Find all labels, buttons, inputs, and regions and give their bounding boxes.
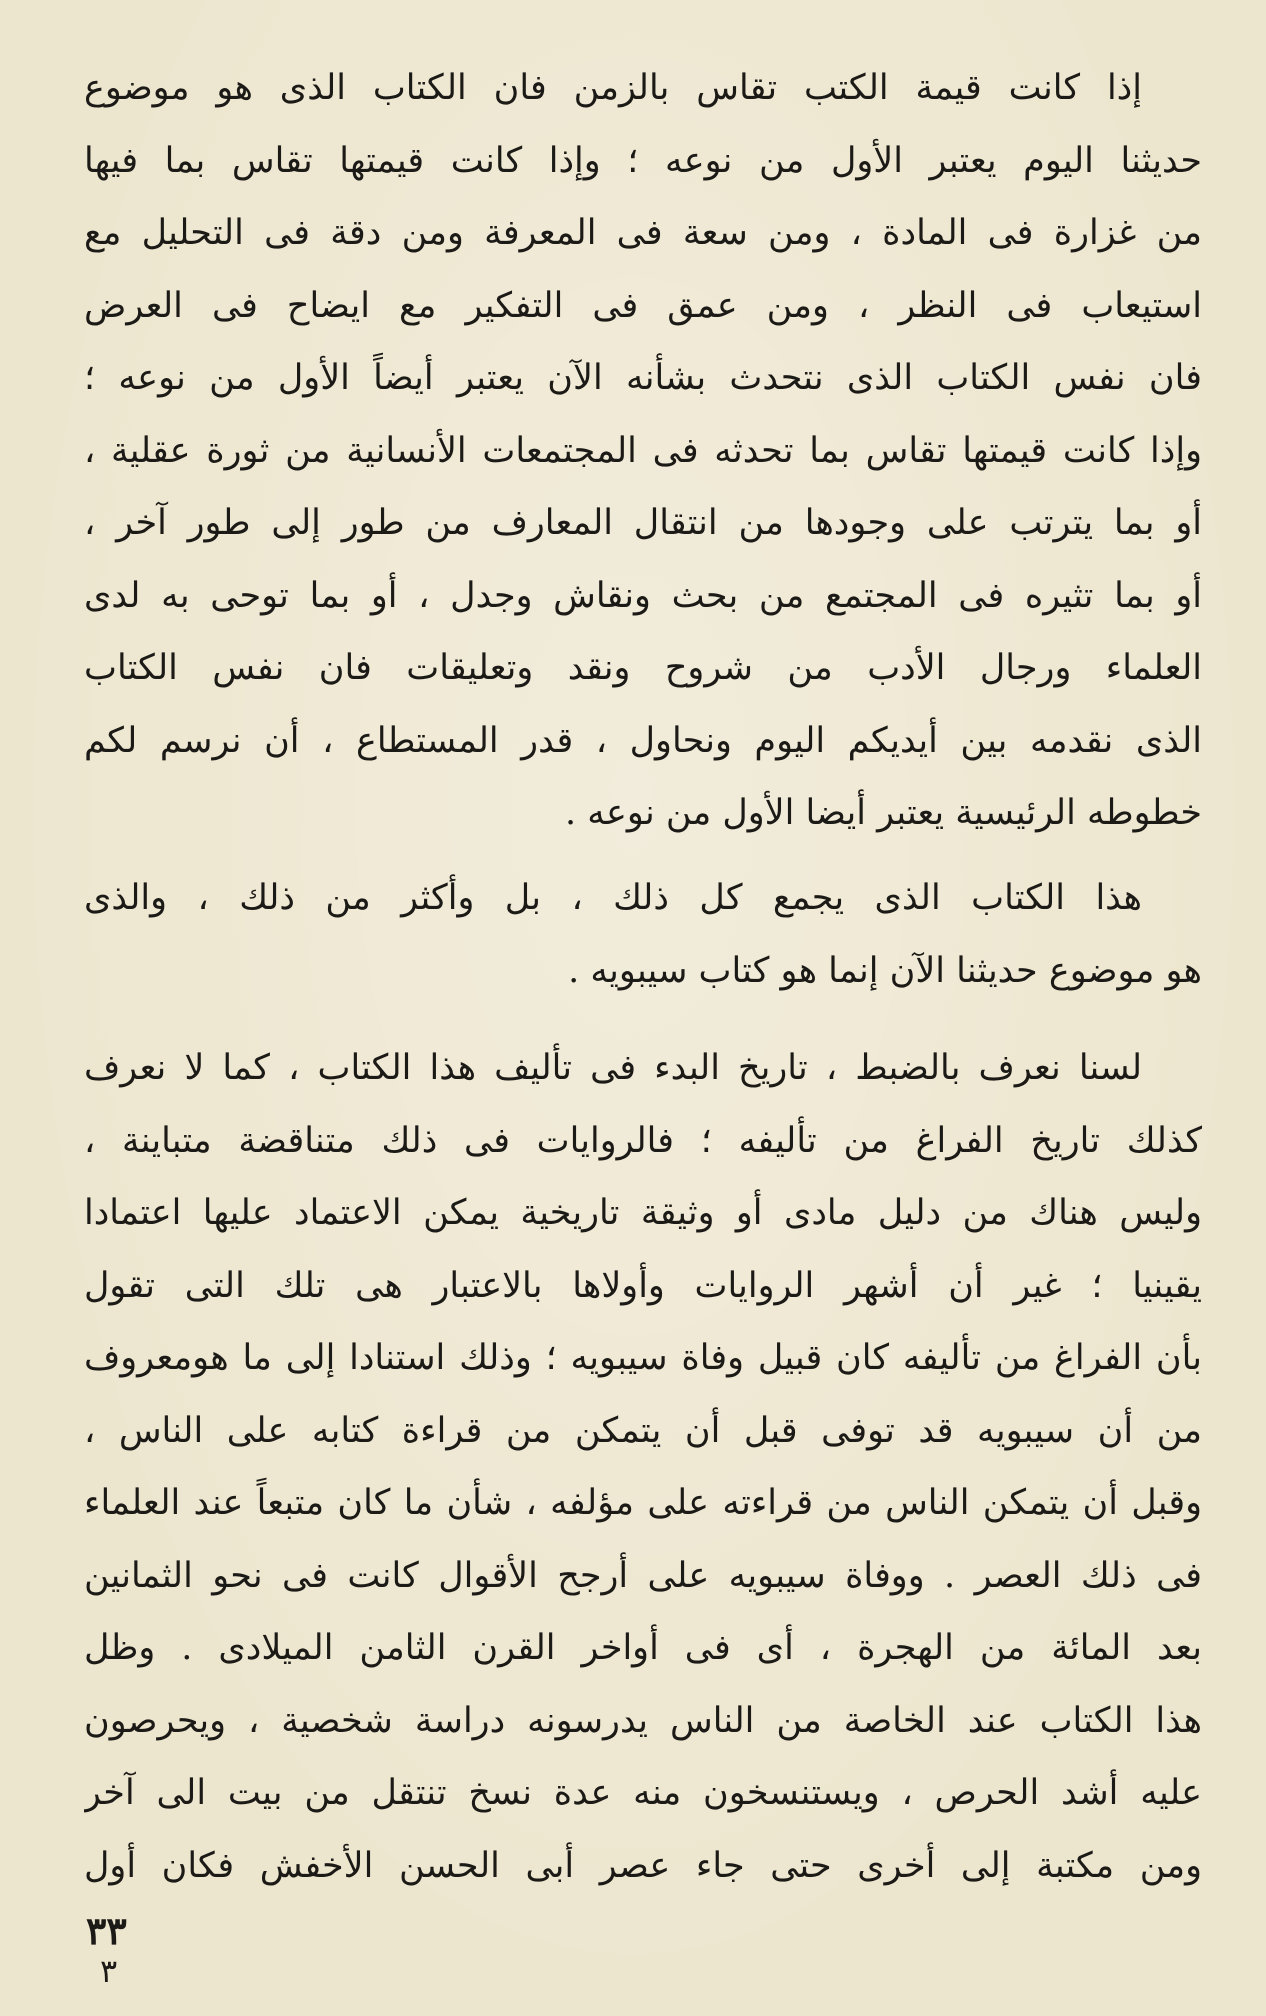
text-line: أو بما يترتب على وجودها من انتقال المعارف من طور إلى طور آخر ، <box>84 503 1202 543</box>
paragraph-3 <box>84 1032 1202 1902</box>
text-line: هذا الكتاب الذى يجمع كل ذلك ، بل وأكثر من ذلك ، والذى <box>84 878 1142 918</box>
text-line: عليه أشد الحرص ، ويستنسخون منه عدة نسخ تنتقل من بيت الى آخر <box>84 1773 1202 1813</box>
text-line: بأن الفراغ من تأليفه كان قبيل وفاة سيبويه ؛ وذلك استنادا إلى ما هومعروف <box>84 1338 1202 1378</box>
text-line: ومن مكتبة إلى أخرى حتى جاء عصر أبى الحسن الأخفش فكان أول <box>84 1845 1202 1886</box>
text-line: يقينيا ؛ غير أن أشهر الروايات وأولاها بالاعتبار هى تلك التى تقول <box>84 1265 1202 1306</box>
text-line: لسنا نعرف بالضبط ، تاريخ البدء فى تأليف هذا الكتاب ، كما لا نعرف <box>84 1048 1142 1088</box>
text-line: العلماء ورجال الأدب من شروح ونقد وتعليقات فان نفس الكتاب <box>84 648 1202 688</box>
text-line: أو بما تثيره فى المجتمع من بحث ونقاش وجدل ، أو بما توحى به لدى <box>84 575 1202 616</box>
paragraph-2 <box>84 862 1202 1007</box>
page-number: ٣٣ <box>86 1908 127 1953</box>
text-line: وقبل أن يتمكن الناس من قراءته على مؤلفه ، شأن ما كان متبعاً عند العلماء <box>84 1483 1202 1523</box>
text-line: إذا كانت قيمة الكتب تقاس بالزمن فان الكتاب الذى هو موضوع <box>84 68 1142 108</box>
text-line: خطوطه الرئيسية يعتبر أيضا الأول من نوعه . <box>564 793 1202 833</box>
text-line: استيعاب فى النظر ، ومن عمق فى التفكير مع ايضاح فى العرض <box>84 285 1202 326</box>
text-line: هو موضوع حديثنا الآن إنما هو كتاب سيبويه . <box>568 950 1202 991</box>
text-line: وليس هناك من دليل مادى أو وثيقة تاريخية يمكن الاعتماد عليها اعتمادا <box>84 1193 1202 1233</box>
text-line: فان نفس الكتاب الذى نتحدث بشأنه الآن يعتبر أيضاً الأول من نوعه ؛ <box>84 358 1202 398</box>
text-line: فى ذلك العصر . ووفاة سيبويه على أرجح الأقوال كانت فى نحو الثمانين <box>84 1555 1202 1596</box>
text-line: من أن سيبويه قد توفى قبل أن يتمكن من قراءة كتابه على الناس ، <box>84 1410 1202 1451</box>
text-line: الذى نقدمه بين أيديكم اليوم ونحاول ، قدر المستطاع ، أن نرسم لكم <box>84 720 1202 761</box>
text-line: بعد المائة من الهجرة ، أى فى أواخر القرن الثامن الميلادى . وظل <box>84 1628 1202 1668</box>
text-line: حديثنا اليوم يعتبر الأول من نوعه ؛ وإذا كانت قيمتها تقاس بما فيها <box>84 140 1202 181</box>
text-line: من غزارة فى المادة ، ومن سعة فى المعرفة ومن دقة فى التحليل مع <box>84 213 1202 253</box>
text-line: كذلك تاريخ الفراغ من تأليفه ؛ فالروايات فى ذلك متناقضة متباينة ، <box>84 1120 1202 1161</box>
text-line: وإذا كانت قيمتها تقاس بما تحدثه فى المجتمعات الأنسانية من ثورة عقلية ، <box>84 430 1202 471</box>
signature-mark: ٣ <box>100 1952 118 1990</box>
paragraph-1 <box>84 52 1202 850</box>
text-line: هذا الكتاب عند الخاصة من الناس يدرسونه دراسة شخصية ، ويحرصون <box>84 1700 1202 1741</box>
